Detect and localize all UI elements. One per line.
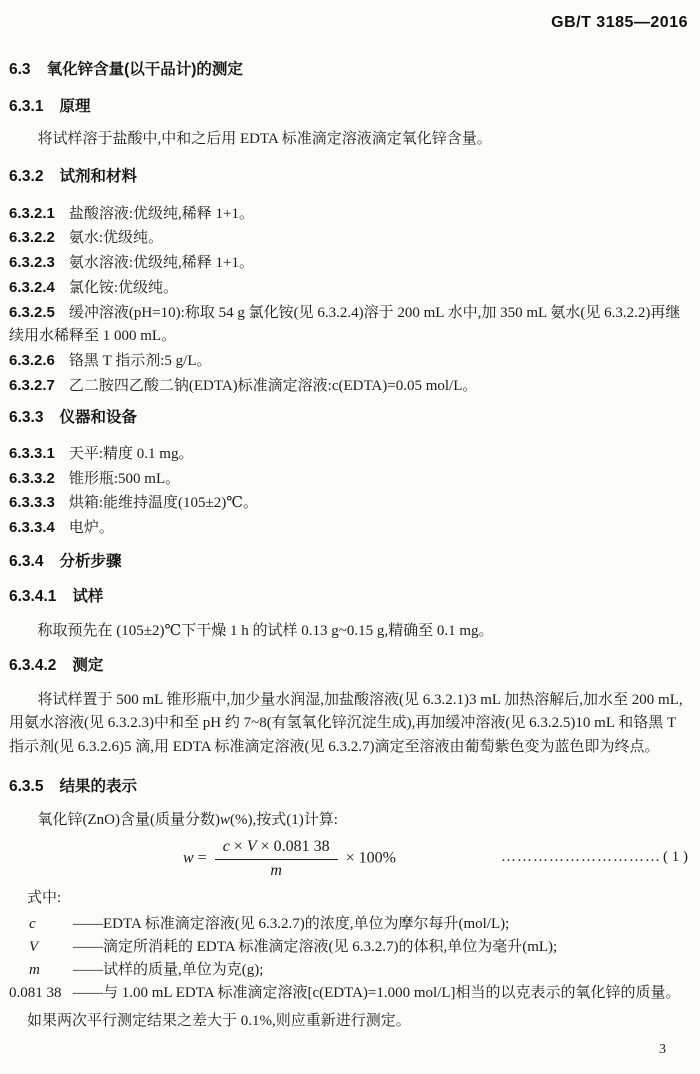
equals-sign: = [197, 849, 207, 867]
fraction [215, 837, 338, 881]
clause-number: 6.3.2.3 [9, 254, 55, 272]
definition-text: ——滴定所消耗的 EDTA 标准滴定溶液(见 6.3.2.7)的体积,单位为毫升(mL); [73, 938, 558, 955]
clause-number: 6.3.3.2 [9, 469, 55, 487]
clause-title: 氧化锌含量(以干品计)的测定 [46, 61, 243, 78]
standard-number: GB/T 3185—2016 [551, 14, 688, 31]
intro-text: 氧化锌(ZnO)含量(质量分数) [37, 812, 220, 829]
clause-6-3-4-heading [9, 552, 690, 572]
clause-6-3-1-paragraph: 将试样溶于盐酸中,中和之后用 EDTA 标准滴定溶液滴定氧化锌含量。 [37, 131, 492, 147]
definition-symbol: V [29, 938, 39, 955]
clause-6-3-4-2-heading [9, 656, 690, 676]
definition-symbol: m [29, 961, 40, 978]
clause-text: 氨水:优级纯。 [68, 230, 164, 247]
clause-title: 试样 [72, 588, 104, 606]
clause-item [9, 276, 690, 301]
clause-number: 6.3.3.3 [9, 494, 55, 512]
clause-6-3-2-heading [9, 167, 690, 187]
clause-number: 6.3.4.2 [9, 656, 57, 674]
clause-6-3-2-items [9, 202, 690, 399]
clause-6-3-3-heading [9, 408, 690, 428]
clause-item [9, 442, 690, 467]
clause-6-3-4-2-paragraph: 将试样置于 500 mL 锥形瓶中,加少量水润湿,加盐酸溶液(见 6.3.2.1)3 mL 加热溶解后,加水至 200 mL,用氨水溶液(见 6.3.2.3)中和至 pH 约 7~8(有氢氧化锌沉淀生成),再加缓冲溶液(见 6.3.2.5)10 mL 和铬黑 T 指示剂(见 6.3.2.6)5 滴,用 EDTA 标准滴定溶液(见 6.3.2.7)滴定至溶液由葡萄紫色变为蓝色即为终点。 [9, 691, 683, 755]
clause-number: 6.3.1 [9, 98, 44, 115]
clause-text: 氯化铵:优级纯。 [68, 279, 179, 296]
definition-text: ——EDTA 标准滴定溶液(见 6.3.2.7)的浓度,单位为摩尔每升(mol/L); [73, 915, 510, 932]
clause-item [9, 226, 690, 251]
clause-text: 盐酸溶液:优级纯,稀释 1+1。 [68, 205, 255, 222]
clause-number: 6.3.3.4 [9, 519, 55, 537]
clause-number: 6.3.4.1 [9, 588, 57, 606]
clause-text: 铬黑 T 指示剂:5 g/L。 [68, 353, 212, 370]
clause-title: 原理 [59, 98, 91, 115]
clause-number: 6.3.3 [9, 408, 44, 426]
clause-number: 6.3.2.1 [9, 204, 55, 222]
where-label: 式中: [27, 889, 62, 906]
equation-1 [9, 837, 570, 881]
definition-row [9, 959, 690, 982]
clause-text: 氨水溶液:优级纯,稀释 1+1。 [68, 255, 255, 272]
clause-item [9, 516, 690, 541]
clause-number: 6.3.3.1 [9, 444, 55, 462]
formula-multiplier: × 100% [345, 849, 396, 867]
clause-text: 锥形瓶:500 mL。 [68, 470, 181, 487]
intro-text: (%),按式(1)计算: [230, 812, 338, 829]
clause-item [9, 467, 690, 492]
equation-reference [501, 849, 688, 866]
clause-number: 6.3.2.6 [9, 352, 55, 370]
clause-item [9, 374, 690, 399]
clause-number: 6.3.2.5 [9, 303, 55, 321]
clause-text: 乙二胺四乙酸二钠(EDTA)标准滴定溶液:c(EDTA)=0.05 mol/L。 [68, 378, 478, 395]
clause-item [9, 301, 690, 350]
clause-text: 电炉。 [68, 520, 114, 537]
clause-number: 6.3.2.7 [9, 377, 55, 395]
clause-title: 测定 [72, 656, 104, 674]
definition-row [9, 982, 690, 1005]
clause-6-3-3-items [9, 442, 690, 541]
page-number: 3 [659, 1042, 666, 1057]
closing-paragraph: 如果两次平行测定结果之差大于 0.1%,则应重新进行测定。 [27, 1013, 411, 1030]
clause-number: 6.3.4 [9, 553, 44, 571]
clause-number: 6.3.5 [9, 778, 44, 796]
clause-text: 缓冲溶液(pH=10):称取 54 g 氯化铵(见 6.3.2.4)溶于 200 mL 水中,加 350 mL 氨水(见 6.3.2.2)再继续用水稀释至 1 000 mL。 [9, 304, 681, 345]
dotted-leader: ………………………… [501, 848, 661, 865]
clause-6-3-4-1-heading [9, 587, 690, 607]
definition-symbol: 0.081 38 [9, 985, 62, 1002]
clause-item [9, 202, 690, 227]
clause-6-3-5-intro [9, 809, 690, 833]
clause-number: 6.3.2.2 [9, 229, 55, 247]
clause-number: 6.3 [9, 61, 31, 78]
clause-text: 天平:精度 0.1 mg。 [68, 445, 194, 462]
clause-title: 试剂和材料 [59, 167, 137, 185]
fraction-numerator: c × V × 0.081 38 [215, 837, 338, 860]
equation-number: ( 1 ) [663, 848, 688, 865]
formula-row [9, 837, 690, 885]
clause-item [9, 491, 690, 516]
definition-text: ——与 1.00 mL EDTA 标准滴定溶液[c(EDTA)=1.000 mol/L]相当的以克表示的氧化锌的质量。 [73, 985, 681, 1002]
variable-w: w [219, 812, 230, 829]
clause-title: 仪器和设备 [59, 408, 137, 426]
clause-6-3-5-heading [9, 777, 690, 797]
clause-title: 结果的表示 [59, 778, 137, 796]
fraction-denominator: m [270, 861, 282, 879]
clause-6-3-heading [9, 60, 690, 80]
clause-number: 6.3.2.4 [9, 278, 55, 296]
formula-lhs: w [182, 849, 194, 867]
definition-row [9, 913, 690, 936]
definition-text: ——试样的质量,单位为克(g); [73, 961, 264, 978]
definition-symbol: c [29, 915, 36, 932]
symbol-definitions [9, 913, 690, 1006]
definition-row [9, 936, 690, 959]
clause-6-3-4-1-paragraph: 称取预先在 (105±2)℃下干燥 1 h 的试样 0.13 g~0.15 g,精确至 0.1 mg。 [37, 623, 494, 640]
clause-number: 6.3.2 [9, 167, 44, 185]
clause-6-3-1-heading [9, 97, 690, 117]
clause-text: 烘箱:能维持温度(105±2)℃。 [68, 495, 259, 512]
clause-item [9, 251, 690, 276]
clause-item [9, 349, 690, 374]
clause-title: 分析步骤 [59, 553, 122, 571]
